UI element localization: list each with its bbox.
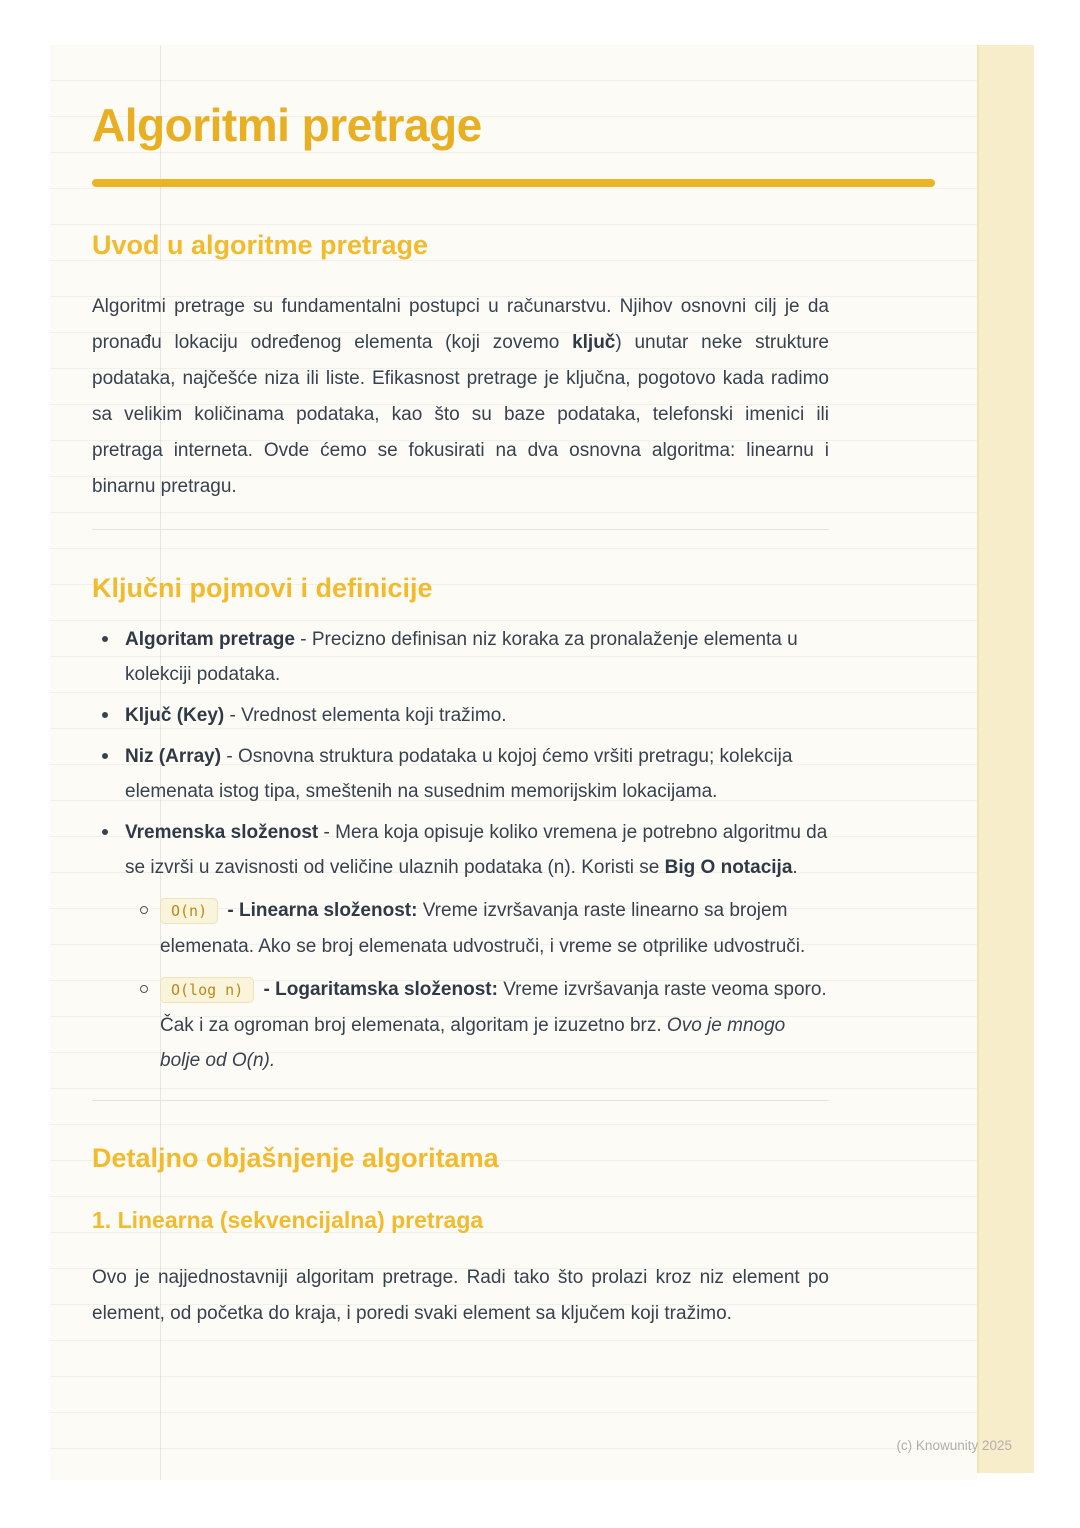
term-label: Ključ (Key) — [125, 704, 225, 726]
section-heading-detail: Detaljno objašnjenje algoritama — [92, 1142, 499, 1173]
italic-note: Ovo je mnogo bolje od O(n). — [160, 1014, 786, 1071]
complexity-text: Vreme izvršavanja raste veoma sporo. Čak i za ogroman broj elemenata, algoritam je izuzetno brz. — [160, 978, 827, 1036]
term-label: Vremenska složenost — [125, 821, 319, 843]
paragraph-text: ) unutar neke strukture podataka, najčešće niza ili liste. Efikasnost pretrage je ključna, pogotovo kada radimo sa velikim količinama podataka, kao što su baze podataka, telefonski imenici ili pretraga interneta. Ovde ćemo se fokusirati na dva osnovna algoritma: linearnu i binarnu pretragu. — [92, 331, 829, 497]
sublist-item — [140, 972, 829, 1078]
document-content — [50, 97, 977, 1332]
complexity-text: Vreme izvršavanja raste linearno sa brojem elemenata. Ako se broj elemenata udvostruči, i vreme se otprilike udvostruči. — [160, 899, 806, 957]
subsection-heading-linear: 1. Linearna (sekvencijalna) pretraga — [92, 1206, 484, 1233]
intro-paragraph — [92, 289, 829, 505]
term-description: - Precizno definisan niz koraka za pronalaženje elementa u kolekciji podataka. — [125, 628, 798, 685]
title-underline — [92, 179, 935, 187]
term-label: Algoritam pretrage — [125, 628, 295, 650]
paragraph-text: Algoritmi pretrage su fundamentalni postupci u računarstvu. Njihov osnovni cilj je da pronađu lokaciju određenog elementa (koji zovemo — [92, 295, 829, 353]
list-item — [92, 815, 829, 1078]
section-divider — [92, 1100, 829, 1101]
bold-term: ključ — [572, 331, 616, 353]
complexity-sublist — [140, 893, 829, 1078]
note-paper — [50, 45, 977, 1480]
section-divider — [92, 529, 829, 530]
bold-term: Big O notacija — [664, 856, 793, 878]
list-item — [92, 698, 829, 733]
list-item — [92, 622, 829, 692]
complexity-label: - Linearna složenost: — [227, 899, 418, 921]
page-title: Algoritmi pretrage — [92, 99, 482, 151]
copyright-footer: (c) Knowunity 2025 — [896, 1438, 1012, 1453]
code-chip: O(n) — [160, 898, 218, 924]
list-item — [92, 739, 829, 809]
complexity-label: - Logaritamska složenost: — [263, 978, 498, 1000]
sublist-item — [140, 893, 829, 964]
term-description: - Osnovna struktura podataka u kojoj ćemo vršiti pretragu; kolekcija elemenata istog tipa, smeštenih na susednim memorijskim lokacijama. — [125, 745, 793, 802]
term-description: - Mera koja opisuje koliko vremena je potrebno algoritmu da se izvrši u zavisnosti od veličine ulaznih podataka (n). Koristi se — [125, 821, 828, 878]
detail-paragraph: Ovo je najjednostavniji algoritam pretrage. Radi tako što prolazi kroz niz element po element, od početka do kraja, i poredi svaki element sa ključem koji tražimo. — [92, 1266, 829, 1324]
terms-list — [92, 622, 829, 1078]
binding-stripe — [977, 45, 1034, 1473]
section-heading-terms: Ključni pojmovi i definicije — [92, 572, 433, 603]
term-label: Niz (Array) — [125, 745, 222, 767]
section-heading-intro: Uvod u algoritme pretrage — [92, 229, 429, 260]
code-chip: O(log n) — [160, 977, 254, 1003]
term-description: . — [792, 856, 798, 878]
term-description: - Vrednost elementa koji tražimo. — [224, 704, 507, 726]
